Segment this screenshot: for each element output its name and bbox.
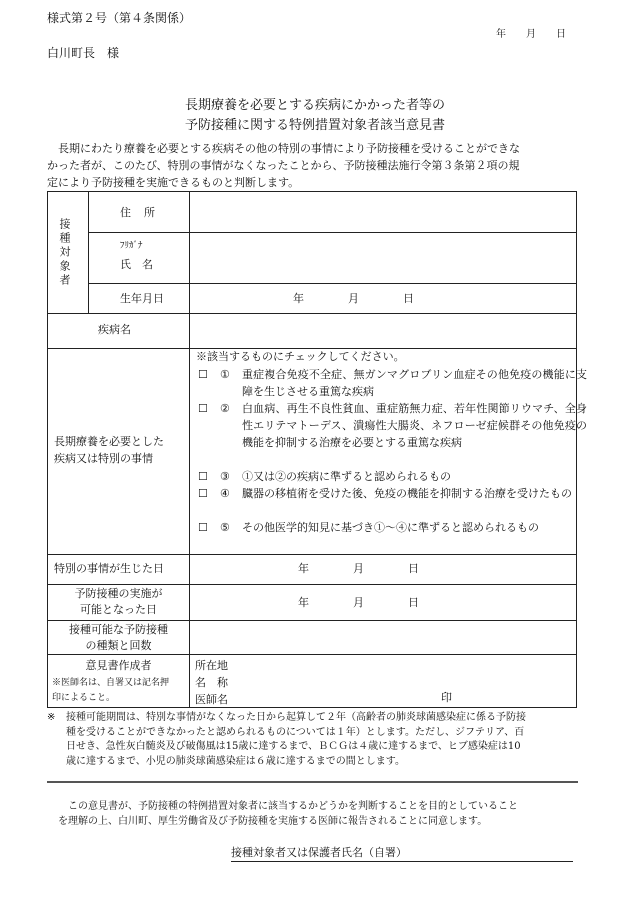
author-note <box>52 676 169 706</box>
signature-line[interactable] <box>231 846 573 862</box>
intro-paragraph <box>47 140 587 191</box>
check-item-1[interactable] <box>198 366 588 400</box>
intro-line: かった者が、このたび、特別の事情がなくなったことから、予防接種法施行令第３条第２項の規 <box>47 159 520 172</box>
author-label: 意見書作成者 <box>85 659 152 672</box>
checkbox[interactable]: ☐ <box>198 470 208 483</box>
footnote-line: 歳に達するまで、小児の肺炎球菌感染症は６歳に達するまでの間とします。 <box>66 755 405 767</box>
consent-line: この意見書が、予防接種の特例措置対象者に該当するかどうかを判断することを目的としていること <box>58 801 518 812</box>
date-line: 年 月 日 <box>496 29 566 40</box>
subject-label: 接種対象者 <box>58 218 71 288</box>
footnote-line: 種を受けることができなかったと認められるものについては１年）とします。ただし、ジフテリア、百 <box>66 726 525 738</box>
divider <box>47 781 578 783</box>
birthdate-value[interactable]: 年 月 日 <box>293 292 414 305</box>
seal-mark: 印 <box>441 691 452 704</box>
item-number: ② <box>220 402 230 415</box>
vaccine-label-line: の種類と回数 <box>85 639 152 652</box>
form-number: 様式第２号（第４条関係） <box>47 11 192 25</box>
item-number: ③ <box>220 470 230 483</box>
recipient: 白川町長 様 <box>47 46 120 60</box>
possible-date-label-line: 可能となった日 <box>80 603 157 616</box>
checkbox[interactable]: ☐ <box>198 487 208 500</box>
check-item-4[interactable] <box>198 485 588 519</box>
address-field[interactable] <box>190 193 576 231</box>
birthdate-label: 生年月日 <box>120 292 164 305</box>
checkbox[interactable]: ☐ <box>198 402 208 415</box>
page-title <box>0 96 630 136</box>
possible-date-value[interactable]: 年 月 日 <box>298 596 419 609</box>
intro-line: 定により予防接種を実施できるものと判断します。 <box>47 176 300 189</box>
possible-date-label-line: 予防接種の実施が <box>74 587 163 600</box>
disease-field[interactable] <box>190 314 576 347</box>
item-text: 臓器の移植術を受けた後、免疫の機能を抑制する治療を受けたもの <box>242 487 572 500</box>
address-label: 住 所 <box>120 206 156 219</box>
check-instruction: ※該当するものにチェックしてください。 <box>196 350 405 363</box>
signature-label: 接種対象者又は保護者氏名（自署） <box>231 846 407 859</box>
title-line-1: 長期療養を必要とする疾病にかかった者等の <box>184 98 445 113</box>
check-item-5[interactable] <box>198 519 588 553</box>
check-item-2[interactable] <box>198 400 588 468</box>
vaccine-label <box>48 622 189 654</box>
item-number: ④ <box>220 487 230 500</box>
author-org-label: 名 称 <box>195 676 228 689</box>
footnote-line: 接種可能期間は、特別な事情がなくなった日から起算して２年（高齢者の肺炎球菌感染症に係る予防接 <box>66 712 526 723</box>
special-date-value[interactable]: 年 月 日 <box>298 562 419 575</box>
author-doctor-label: 医師名 <box>195 693 228 706</box>
possible-date-label <box>48 586 189 618</box>
author-note-line: 印によること。 <box>52 693 116 703</box>
vaccine-field[interactable] <box>190 621 576 653</box>
item-text: 重症複合免疫不全症、無ガンマグロブリン血症その他免疫の機能に支障を生じさせる重篤な疾病 <box>242 368 587 398</box>
checkbox[interactable]: ☐ <box>198 521 208 534</box>
name-label: 氏 名 <box>120 258 153 271</box>
author-note-line: ※医師名は、自署又は記名押 <box>52 678 170 688</box>
footnote <box>66 711 586 769</box>
furigana-label: ﾌﾘｶﾞﾅ <box>120 241 143 251</box>
special-date-label: 特別の事情が生じた日 <box>54 562 164 575</box>
checkbox[interactable]: ☐ <box>198 368 208 381</box>
author-fields <box>195 657 228 708</box>
opinion-form-table <box>47 191 587 708</box>
disease-label: 疾病名 <box>98 323 131 336</box>
footnote-line: 日せき、急性灰白髄炎及び破傷風は15歳に達するまで、ＢＣＧは４歳に達するまで、ヒブ感染症は10 <box>66 741 521 752</box>
condition-label-line: 長期療養を必要とした <box>54 435 164 448</box>
item-text: 白血病、再生不良性貧血、重症筋無力症、若年性関節リウマチ、全身性エリテマトーデス、潰瘍性大腸炎、ネフローゼ症候群その他免疫の機能を抑制する治療を必要とする重篤な疾病 <box>242 402 587 449</box>
condition-label <box>54 433 164 467</box>
footnote-mark: ※ <box>47 712 56 723</box>
item-number: ① <box>220 368 230 381</box>
consent-paragraph <box>58 799 588 829</box>
author-location-label: 所在地 <box>195 659 228 672</box>
item-number: ⑤ <box>220 521 230 534</box>
check-item-3[interactable] <box>198 468 588 485</box>
consent-line: を理解の上、白川町、厚生労働省及び予防接種を実施する医師に報告されることに同意します。 <box>58 816 488 827</box>
condition-label-line: 疾病又は特別の事情 <box>54 452 153 465</box>
item-text: その他医学的知見に基づき①～④に準ずると認められるもの <box>242 521 539 534</box>
title-line-2: 予防接種に関する特例措置対象者該当意見書 <box>184 118 445 133</box>
name-field[interactable] <box>190 233 576 282</box>
vaccine-label-line: 接種可能な予防接種 <box>69 623 168 636</box>
item-text: ①又は②の疾病に準ずると認められるもの <box>242 470 451 483</box>
intro-line: 長期にわたり療養を必要とする疾病その他の特別の事情により予防接種を受けることができな <box>47 142 520 155</box>
